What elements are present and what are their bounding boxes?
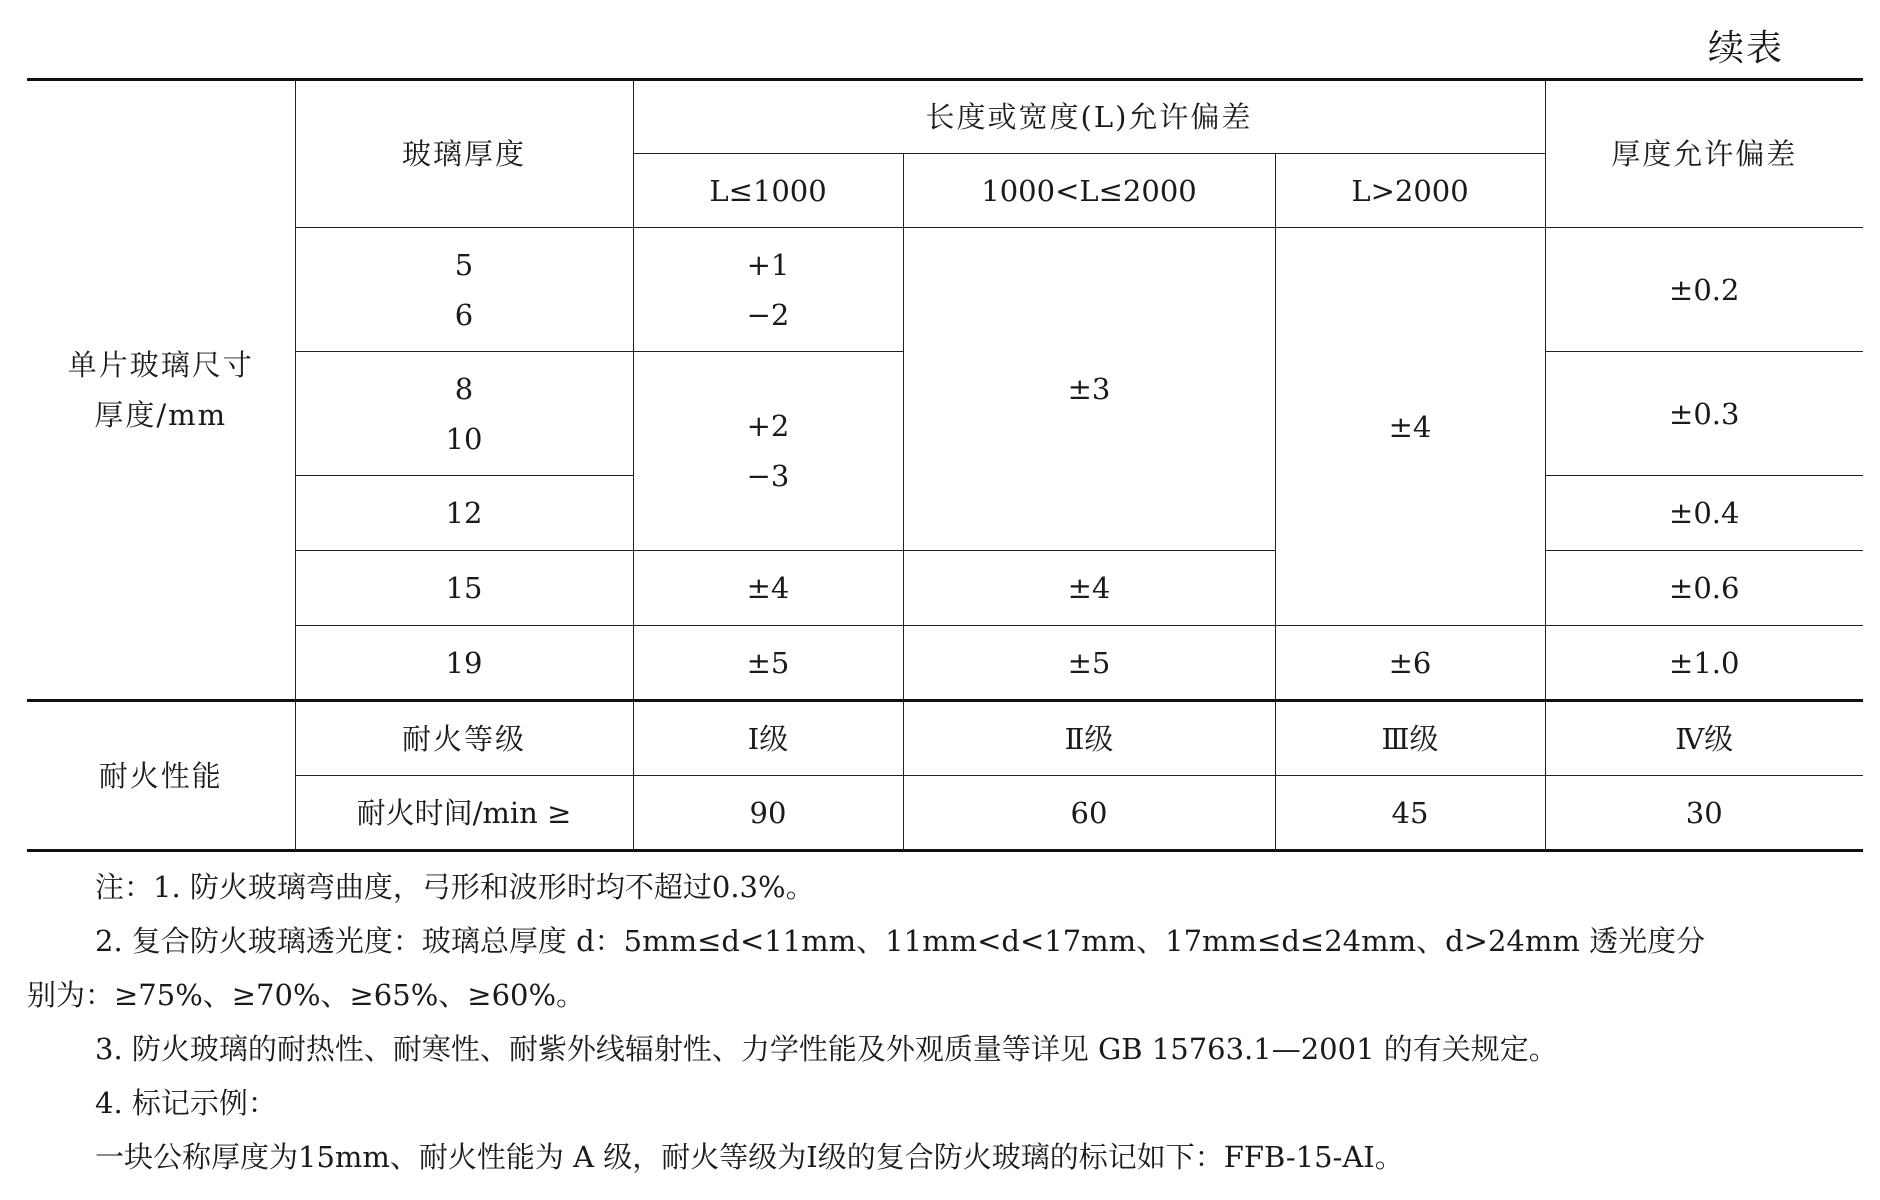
l3-dev-5-15: ±4 [1275, 228, 1545, 626]
l3-dev-19: ±6 [1275, 626, 1545, 701]
continued-label: 续表 [1707, 28, 1784, 69]
l1-dev-5-6 [633, 228, 903, 352]
thickness-dev-8-10: ±0.3 [1545, 352, 1863, 476]
note-4: 4. 标记示例： [95, 1086, 277, 1120]
thickness-dev-12: ±0.4 [1545, 476, 1863, 551]
marking-example: 一块公称厚度为15mm、耐火性能为 A 级，耐火等级为Ⅰ级的复合防火玻璃的标记如下：FFB-15-AⅠ。 [95, 1140, 1404, 1174]
fire-time-4: 30 [1545, 776, 1863, 851]
l1-dev-8-12-plus: +2 [746, 409, 790, 443]
fire-time-2: 60 [903, 776, 1275, 851]
note-1: 注：1. 防火玻璃弯曲度，弓形和波形时均不超过0.3%。 [95, 870, 815, 904]
thickness-dev-19: ±1.0 [1545, 626, 1863, 701]
thickness-8-10 [295, 352, 633, 476]
size-section-label-line2: 厚度/mm [94, 398, 228, 432]
fire-grade-4: Ⅳ级 [1545, 701, 1863, 776]
thickness-8: 8 [454, 371, 474, 406]
l1-dev-5-6-minus: −2 [746, 297, 790, 332]
thickness-5-6 [295, 228, 633, 352]
thickness-deviation-header: 厚度允许偏差 [1545, 80, 1863, 228]
l2-dev-5-12: ±3 [903, 228, 1275, 551]
note-3: 3. 防火玻璃的耐热性、耐寒性、耐紫外线辐射性、力学性能及外观质量等详见 GB 15763.1—2001 的有关规定。 [95, 1032, 1558, 1066]
l1-dev-8-12 [633, 352, 903, 551]
fire-section-label: 耐火性能 [27, 701, 295, 851]
note-2-line-2: 别为：≥75%、≥70%、≥65%、≥60%。 [27, 978, 586, 1012]
spec-table [27, 78, 1863, 852]
thickness-6: 6 [454, 297, 474, 332]
fire-grade-3: Ⅲ级 [1275, 701, 1545, 776]
l1-dev-15: ±4 [633, 551, 903, 626]
fire-time-label: 耐火时间/min ≥ [295, 776, 633, 851]
thickness-12: 12 [295, 476, 633, 551]
size-section-label-line1: 单片玻璃尺寸 [67, 348, 254, 382]
l1-dev-8-12-minus: −3 [746, 459, 790, 493]
l2-dev-19: ±5 [903, 626, 1275, 701]
note-2-line-1: 2. 复合防火玻璃透光度：玻璃总厚度 d：5mm≤d<11mm、11mm<d<17mm、17mm≤d≤24mm、d>24mm 透光度分 [95, 924, 1706, 958]
fire-time-3: 45 [1275, 776, 1545, 851]
fire-grade-1: Ⅰ级 [633, 701, 903, 776]
fire-grade-2: Ⅱ级 [903, 701, 1275, 776]
thickness-10: 10 [445, 421, 483, 456]
col-header-l3: L>2000 [1275, 154, 1545, 228]
fire-time-1: 90 [633, 776, 903, 851]
length-width-header: 长度或宽度(L)允许偏差 [633, 80, 1545, 154]
size-section-label [27, 80, 295, 701]
glass-thickness-header: 玻璃厚度 [295, 80, 633, 228]
l1-dev-5-6-plus: +1 [746, 247, 790, 282]
thickness-dev-15: ±0.6 [1545, 551, 1863, 626]
col-header-l1: L≤1000 [633, 154, 903, 228]
thickness-19: 19 [295, 626, 633, 701]
thickness-15: 15 [295, 551, 633, 626]
thickness-dev-5-6: ±0.2 [1545, 228, 1863, 352]
notes-section [27, 860, 1863, 1184]
l1-dev-19: ±5 [633, 626, 903, 701]
fire-grade-label: 耐火等级 [295, 701, 633, 776]
l2-dev-15: ±4 [903, 551, 1275, 626]
thickness-5: 5 [454, 247, 474, 282]
col-header-l2: 1000<L≤2000 [903, 154, 1275, 228]
